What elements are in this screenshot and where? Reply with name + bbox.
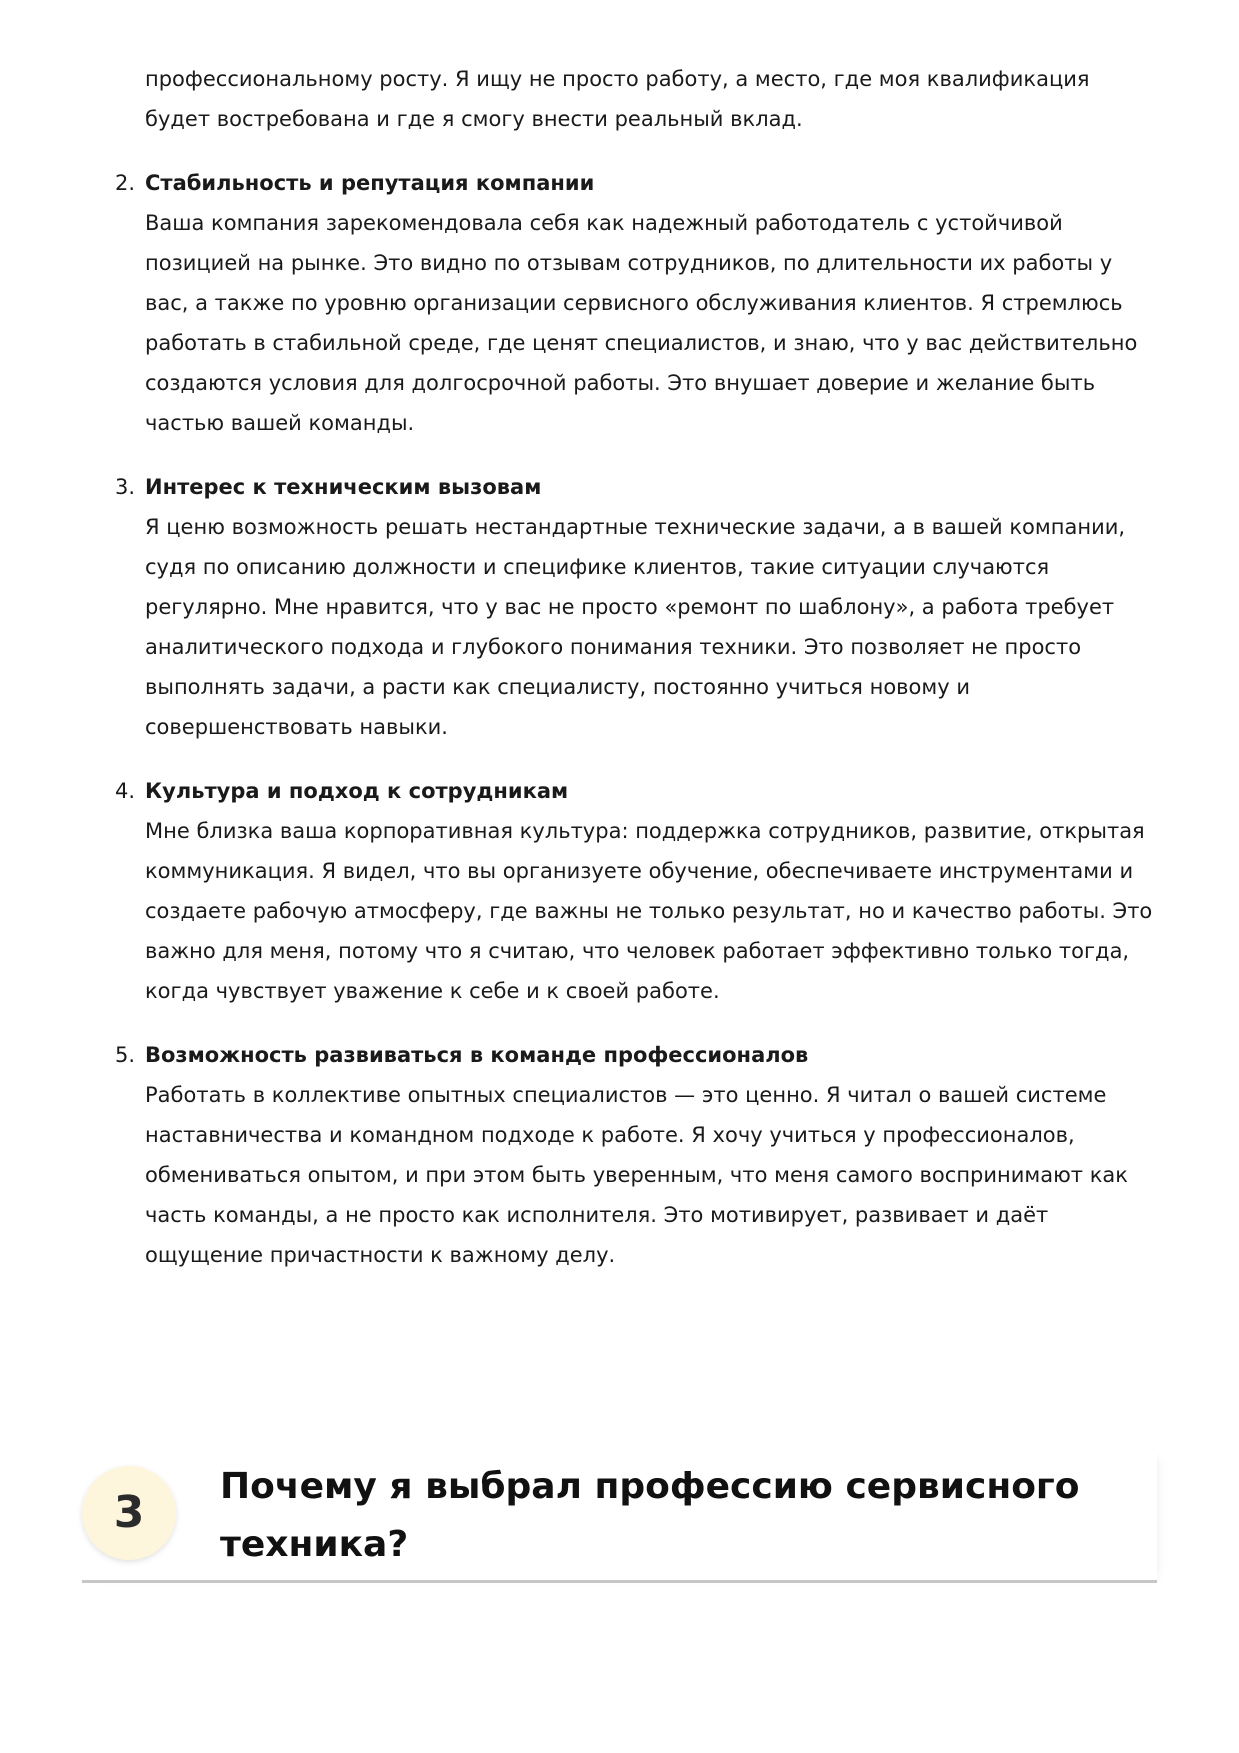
- list-item-text: Я ценю возможность решать нестандартные технические задачи, а в вашей компании, судя по описанию должности и специфике клиентов, такие ситуации случаются регулярно. Мне нравится, что у вас не просто «ремонт по шаблону», а работа требует аналитического подхода и глубокого понимания техники. Это позволяет не просто выполнять задачи, а расти как специалисту, постоянно учиться новому и совершенствовать навыки.: [145, 515, 1126, 739]
- list-item-title: Возможность развиваться в команде профессионалов: [145, 1043, 809, 1067]
- list-item-body: [145, 163, 1155, 443]
- section-title: Почему я выбрал профессию сервисного техника?: [220, 1466, 1080, 1565]
- list-item-number: 3.: [115, 475, 136, 499]
- list-item-body: [145, 1035, 1155, 1275]
- list-item: [0, 771, 1239, 1011]
- list-item-number: 5.: [115, 1043, 136, 1067]
- intro-paragraph: [145, 59, 1155, 139]
- list-item: [0, 163, 1239, 443]
- section-header: [82, 1452, 1157, 1583]
- list-item-text: Мне близка ваша корпоративная культура: поддержка сотрудников, развитие, открытая коммуникация. Я видел, что вы организуете обучение, обеспечиваете инструментами и создаете рабочую атмосферу, где важны не только результат, но и качество работы. Это важно для меня, потому что я считаю, что человек работает эффективно только тогда, когда чувствует уважение к себе и к своей работе.: [145, 819, 1153, 1003]
- list-item: [0, 1035, 1239, 1275]
- list-item-body: [145, 771, 1155, 1011]
- list-item-text: Работать в коллективе опытных специалистов — это ценно. Я читал о вашей системе наставничества и командном подходе к работе. Я хочу учиться у профессионалов, обмениваться опытом, и при этом быть уверенным, что меня самого воспринимают как часть команды, а не просто как исполнителя. Это мотивирует, развивает и даёт ощущение причастности к важному делу.: [145, 1083, 1128, 1267]
- list-item-number: 4.: [115, 779, 136, 803]
- section-number-badge: 3: [82, 1466, 176, 1560]
- list-item-number: 2.: [115, 171, 136, 195]
- list-item-title: Культура и подход к сотрудникам: [145, 779, 569, 803]
- list-item: [0, 467, 1239, 747]
- intro-text: профессиональному росту. Я ищу не просто работу, а место, где моя квалификация будет востребована и где я смогу внести реальный вклад.: [145, 67, 1090, 131]
- list-item-body: [145, 467, 1155, 747]
- reasons-list: [0, 163, 1239, 1299]
- list-item-title: Интерес к техническим вызовам: [145, 475, 542, 499]
- list-item-title: Стабильность и репутация компании: [145, 171, 595, 195]
- list-item-text: Ваша компания зарекомендовала себя как надежный работодатель с устойчивой позицией на рынке. Это видно по отзывам сотрудников, по длительности их работы у вас, а также по уровню организации сервисного обслуживания клиентов. Я стремлюсь работать в стабильной среде, где ценят специалистов, и знаю, что у вас действительно создаются условия для долгосрочной работы. Это внушает доверие и желание быть частью вашей команды.: [145, 211, 1138, 435]
